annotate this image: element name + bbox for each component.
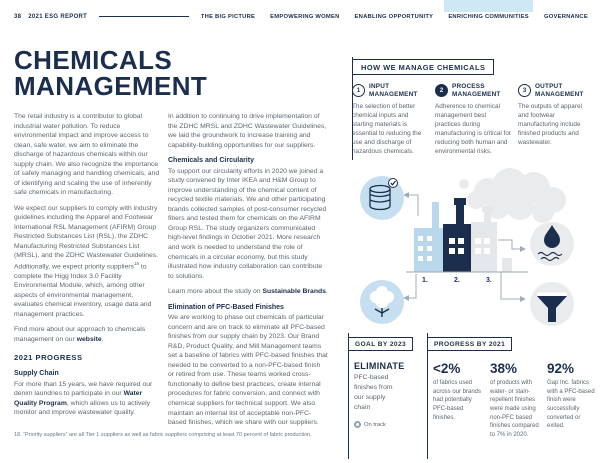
step-output-management (518, 83, 594, 157)
page-title-line1: CHEMICALS (14, 45, 173, 75)
goal-body (349, 361, 423, 428)
step-number-badge: 3 (518, 84, 531, 97)
water-drop-icon (530, 222, 574, 266)
circularity-heading: Chemicals and Circularity (168, 157, 254, 165)
pfc-heading: Elimination of PFC-Based Finishes (168, 303, 284, 311)
nav-item-governance[interactable] (544, 0, 588, 20)
panel-title: HOW WE MANAGE CHEMICALS (352, 59, 494, 75)
stat-products (490, 361, 541, 440)
paragraph: The retail industry is a contributor to global industrial water pollution. To reduce environmental impact and improve access to clean, safe water, we aim to eliminate the discharge of hazardous chemicals within our supply chain. We also recognize the importance of safely managing and handling chemicals, and of identifying and scaling the use of inherently safe chemicals in manufacturing. (14, 113, 160, 197)
report-label (14, 14, 87, 26)
chemical-drum-icon (360, 176, 404, 220)
supply-chain-heading: Supply Chain (14, 369, 59, 377)
footnote-marker: 18 (134, 260, 140, 266)
paragraph: For more than 15 years, we have required our denim laundries to participate in our Water Quality Program, which allows us to actively monitor and improve wastewater quality. (14, 380, 153, 417)
paragraph: Learn more about the study on Sustainable Brands. (168, 288, 328, 296)
progress-header: PROGRESS BY 2021 (427, 337, 512, 351)
step-heading: INPUT MANAGEMENT (369, 83, 418, 98)
step-text: The selection of better chemical inputs and starting materials is essential to reducing the use and discharge of hazardous chemicals. (352, 103, 422, 156)
status-label: On track (364, 421, 386, 428)
nav-item-empowering-women[interactable] (270, 0, 339, 20)
on-track-icon (354, 421, 361, 428)
paragraph: To support our circularity efforts in 2020 we joined a study convened by Inter IKEA and H&M Group to improve understanding of the chemical content of recycled textile materials. We and other participating brands collected samples of post-consumer recycled fibers and tested them for chemicals on the AFIRM Group RSL. The study organizers communicated high-level findings in October 2021. More research and work is needed to understand the role of chemicals in a circular economy, but this study illustrated how industry collaboration can contribute to solutions. (168, 167, 327, 280)
how-we-manage-chemicals-panel (352, 57, 596, 157)
step-text: Adherence to chemical management best practices during manufacturing is critical for reducing both human and environmental risks. (435, 103, 512, 156)
page-number: 38 (14, 14, 22, 20)
step-text: The outputs of apparel and footwear manufacturing include finished products and wastewater. (518, 103, 582, 147)
building-label-3: 3. (486, 277, 492, 284)
smoke-clouds-icon (459, 168, 566, 223)
step-number-badge: 1 (352, 84, 365, 97)
progress-section (427, 333, 598, 459)
chemicals-flow-illustration (348, 162, 598, 332)
stat-value: 92% (547, 361, 575, 376)
paragraph: We are working to phase out chemicals of particular concern and are on track to eliminate all PFC-based finishes from our supply chain by 2023. Our Brand R&D, Product Quality, and Mill Management teams set a baseline of fabrics with PFC-based finishes that needed to be converted to a non-PFC-based finish or retired from use. These teams worked cross-functionally to define best practices, create internal procedures for fabric conversion, and connect with chemical suppliers for technical support. We also maintain an internal list of acceptable non-PFC-based finishes, which we share with our suppliers. (168, 314, 328, 427)
paragraph: In addition to continuing to drive implementation of the ZDHC MRSL and ZDHC Wastewater Guidelines, we laid the groundwork to increase training and capability-building opportunities for our suppliers. (168, 113, 327, 149)
management-steps (352, 83, 596, 157)
sustainable-brands-link[interactable]: Sustainable Brands (262, 288, 326, 296)
step-number-badge: 2 (435, 84, 448, 97)
paragraph: We expect our suppliers to comply with industry guidelines including the Apparel and Footwear International RSL Management (AFIRM) Group Restricted Substances List (RSL), the ZDHC Manufacturing Restricted Substances List (MRSL), and the ZDHC Wastewater Guidelines. Additionally, we expect priority suppliers$^{18}$ to complete the Higg Index 3.0 Facility Environmental Module, which, among other aspects of environmental management, evaluates chemical inventory, usage data and management practices. (14, 204, 159, 318)
goal-status (354, 421, 423, 428)
step-heading: OUTPUT MANAGEMENT (535, 83, 584, 98)
goal-section (348, 333, 423, 459)
stat-text: Gap Inc. fabrics with a PFC-based finish were successfully converted or exited. (547, 380, 595, 430)
water-quality-program-label: Water Quality Program (14, 390, 143, 407)
step-process-management (435, 83, 511, 157)
page-title (14, 47, 207, 99)
stat-text: of fabrics used across our brands had potentially PFC-based finishes. (433, 380, 482, 421)
footnote-number: 18. (14, 432, 22, 438)
stat-text: of products with water- or stain-repellent finishes were made using non-PFC based finishes compared to 7% in 2020. (490, 380, 539, 439)
nav-item-enriching-communities[interactable] (448, 0, 529, 20)
body-column-2 (168, 112, 328, 434)
nav-item-label: EMPOWERING WOMEN (270, 14, 340, 20)
goal-header: GOAL BY 2023 (348, 337, 413, 351)
body-column-1 (14, 112, 162, 424)
nav-item-big-picture[interactable] (201, 0, 255, 20)
footnote-text: “Priority suppliers” are all Tier 1 suppliers as well as fabric suppliers comprising at least 70 percent of fabric production. (23, 432, 312, 438)
progress-2021-heading: 2021 PROGRESS (14, 353, 83, 363)
stat-converted (547, 361, 598, 440)
step-head (352, 83, 428, 99)
nav-item-label: ENABLING OPPORTUNITY (354, 14, 434, 20)
website-link[interactable]: website (76, 335, 102, 343)
goal-headline: ELIMINATE (354, 361, 405, 371)
step-heading: PROCESS MANAGEMENT (452, 83, 501, 98)
paragraph: Find more about our approach to chemicals management on our website. (14, 326, 146, 343)
stat-value: 38% (490, 361, 518, 376)
building-label-2: 2. (454, 277, 460, 284)
nav-item-label: THE BIG PICTURE (200, 14, 256, 20)
step-head (518, 83, 594, 99)
funnel-icon (530, 282, 574, 326)
stat-fabrics (433, 361, 484, 440)
nav-item-label: GOVERNANCE (543, 14, 588, 20)
step-input-management (352, 83, 428, 157)
report-title: 2021 ESG REPORT (28, 14, 88, 20)
footnote (14, 432, 324, 438)
building-label-1: 1. (422, 277, 428, 284)
nav-menu (201, 0, 588, 26)
cotton-plant-icon (360, 280, 404, 324)
nav-item-label: ENRICHING COMMUNITIES (448, 14, 529, 20)
goal-text: PFC-based finishes from our supply chain (354, 374, 393, 411)
page-title-line2: MANAGEMENT (14, 71, 208, 101)
nav-item-enabling-opportunity[interactable] (355, 0, 434, 20)
progress-stats (428, 361, 598, 440)
stat-value: <2% (433, 361, 461, 376)
top-navigation (14, 0, 588, 26)
nav-divider-line (99, 16, 189, 17)
step-head (435, 83, 511, 99)
